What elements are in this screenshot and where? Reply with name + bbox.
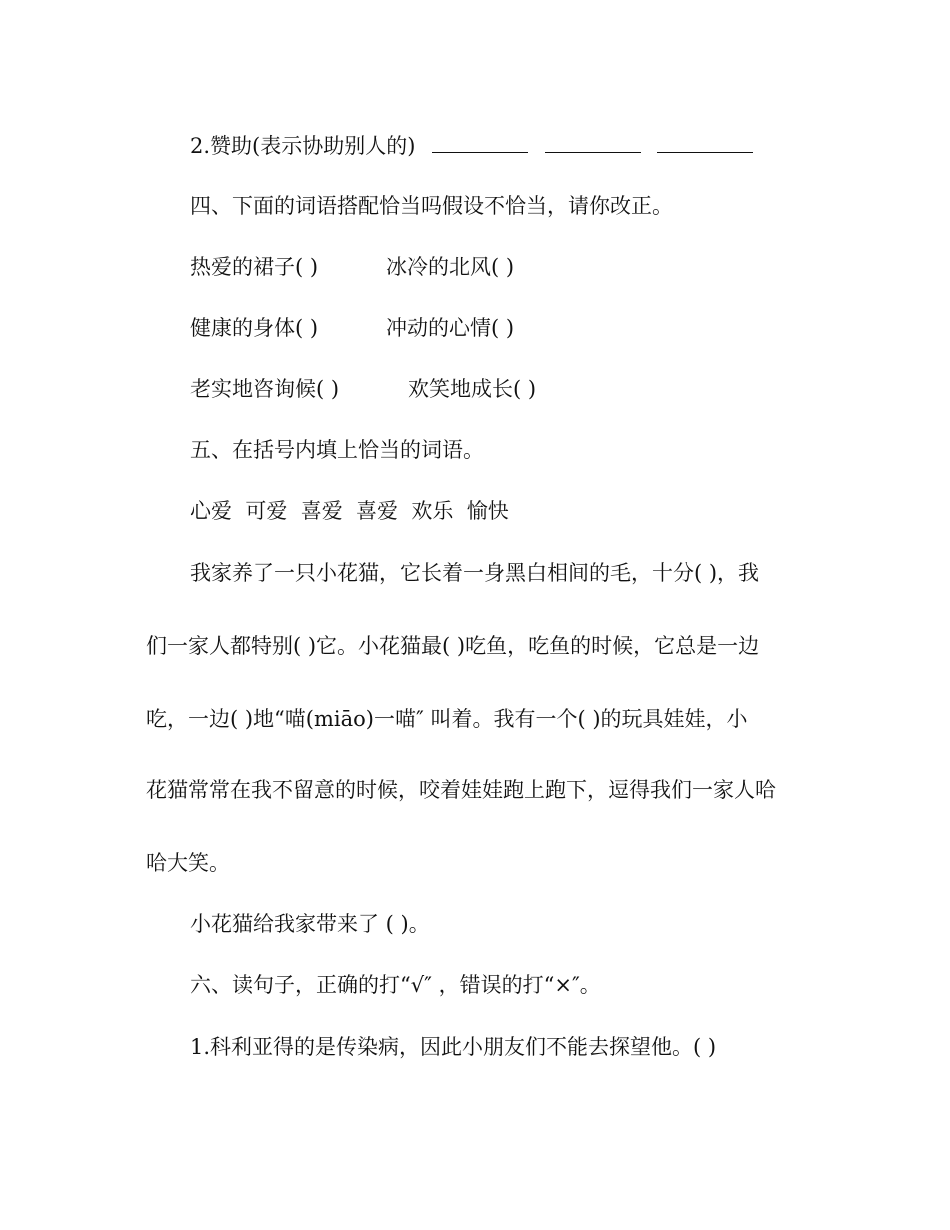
q2-prefix: 2.赞助(表示协助别人的) [190,134,416,158]
section5-heading: 五、在括号内填上恰当的词语。 [190,438,484,462]
section4-row-1-left: 热爱的裙子( ) [190,255,319,279]
passage-line-2: 们一家人都特别( )它。小花猫最( )吃鱼，吃鱼的时候，它总是一边 [146,634,760,658]
word-bank: 心爱 可爱 喜爱 喜爱 欢乐 愉快 [190,499,509,523]
section5-closing: 小花猫给我家带来了 ( )。 [190,912,430,936]
q2-line [190,134,753,157]
answer-blank-3[interactable] [657,134,753,153]
section4-row-1-right: 冰冷的北风( ) [386,255,515,279]
section4-row-3-left: 老实地咨询候( ) [190,377,340,401]
passage-line-4: 花猫常常在我不留意的时候，咬着娃娃跑上跑下，逗得我们一家人哈 [146,778,776,802]
section6-heading: 六、读句子，正确的打“√″ ，错误的打“×″。 [190,973,601,997]
section4-row-2-left: 健康的身体( ) [190,316,319,340]
passage-line-3: 吃，一边( )地“喵(miāo)一喵″ 叫着。我有一个( )的玩具娃娃，小 [146,707,748,731]
section4-row-2-right: 冲动的心情( ) [386,316,515,340]
passage-line-5: 哈大笑。 [146,851,230,875]
section4-heading: 四、下面的词语搭配恰当吗假设不恰当，请你改正。 [190,194,673,218]
answer-blank-1[interactable] [432,134,528,153]
passage-line-1: 我家养了一只小花猫，它长着一身黑白相间的毛，十分( )，我 [190,561,760,585]
section4-row-3-right: 欢笑地成长( ) [408,377,537,401]
answer-blank-2[interactable] [545,134,641,153]
section6-item-1: 1.科利亚得的是传染病，因此小朋友们不能去探望他。( ) [190,1035,717,1059]
